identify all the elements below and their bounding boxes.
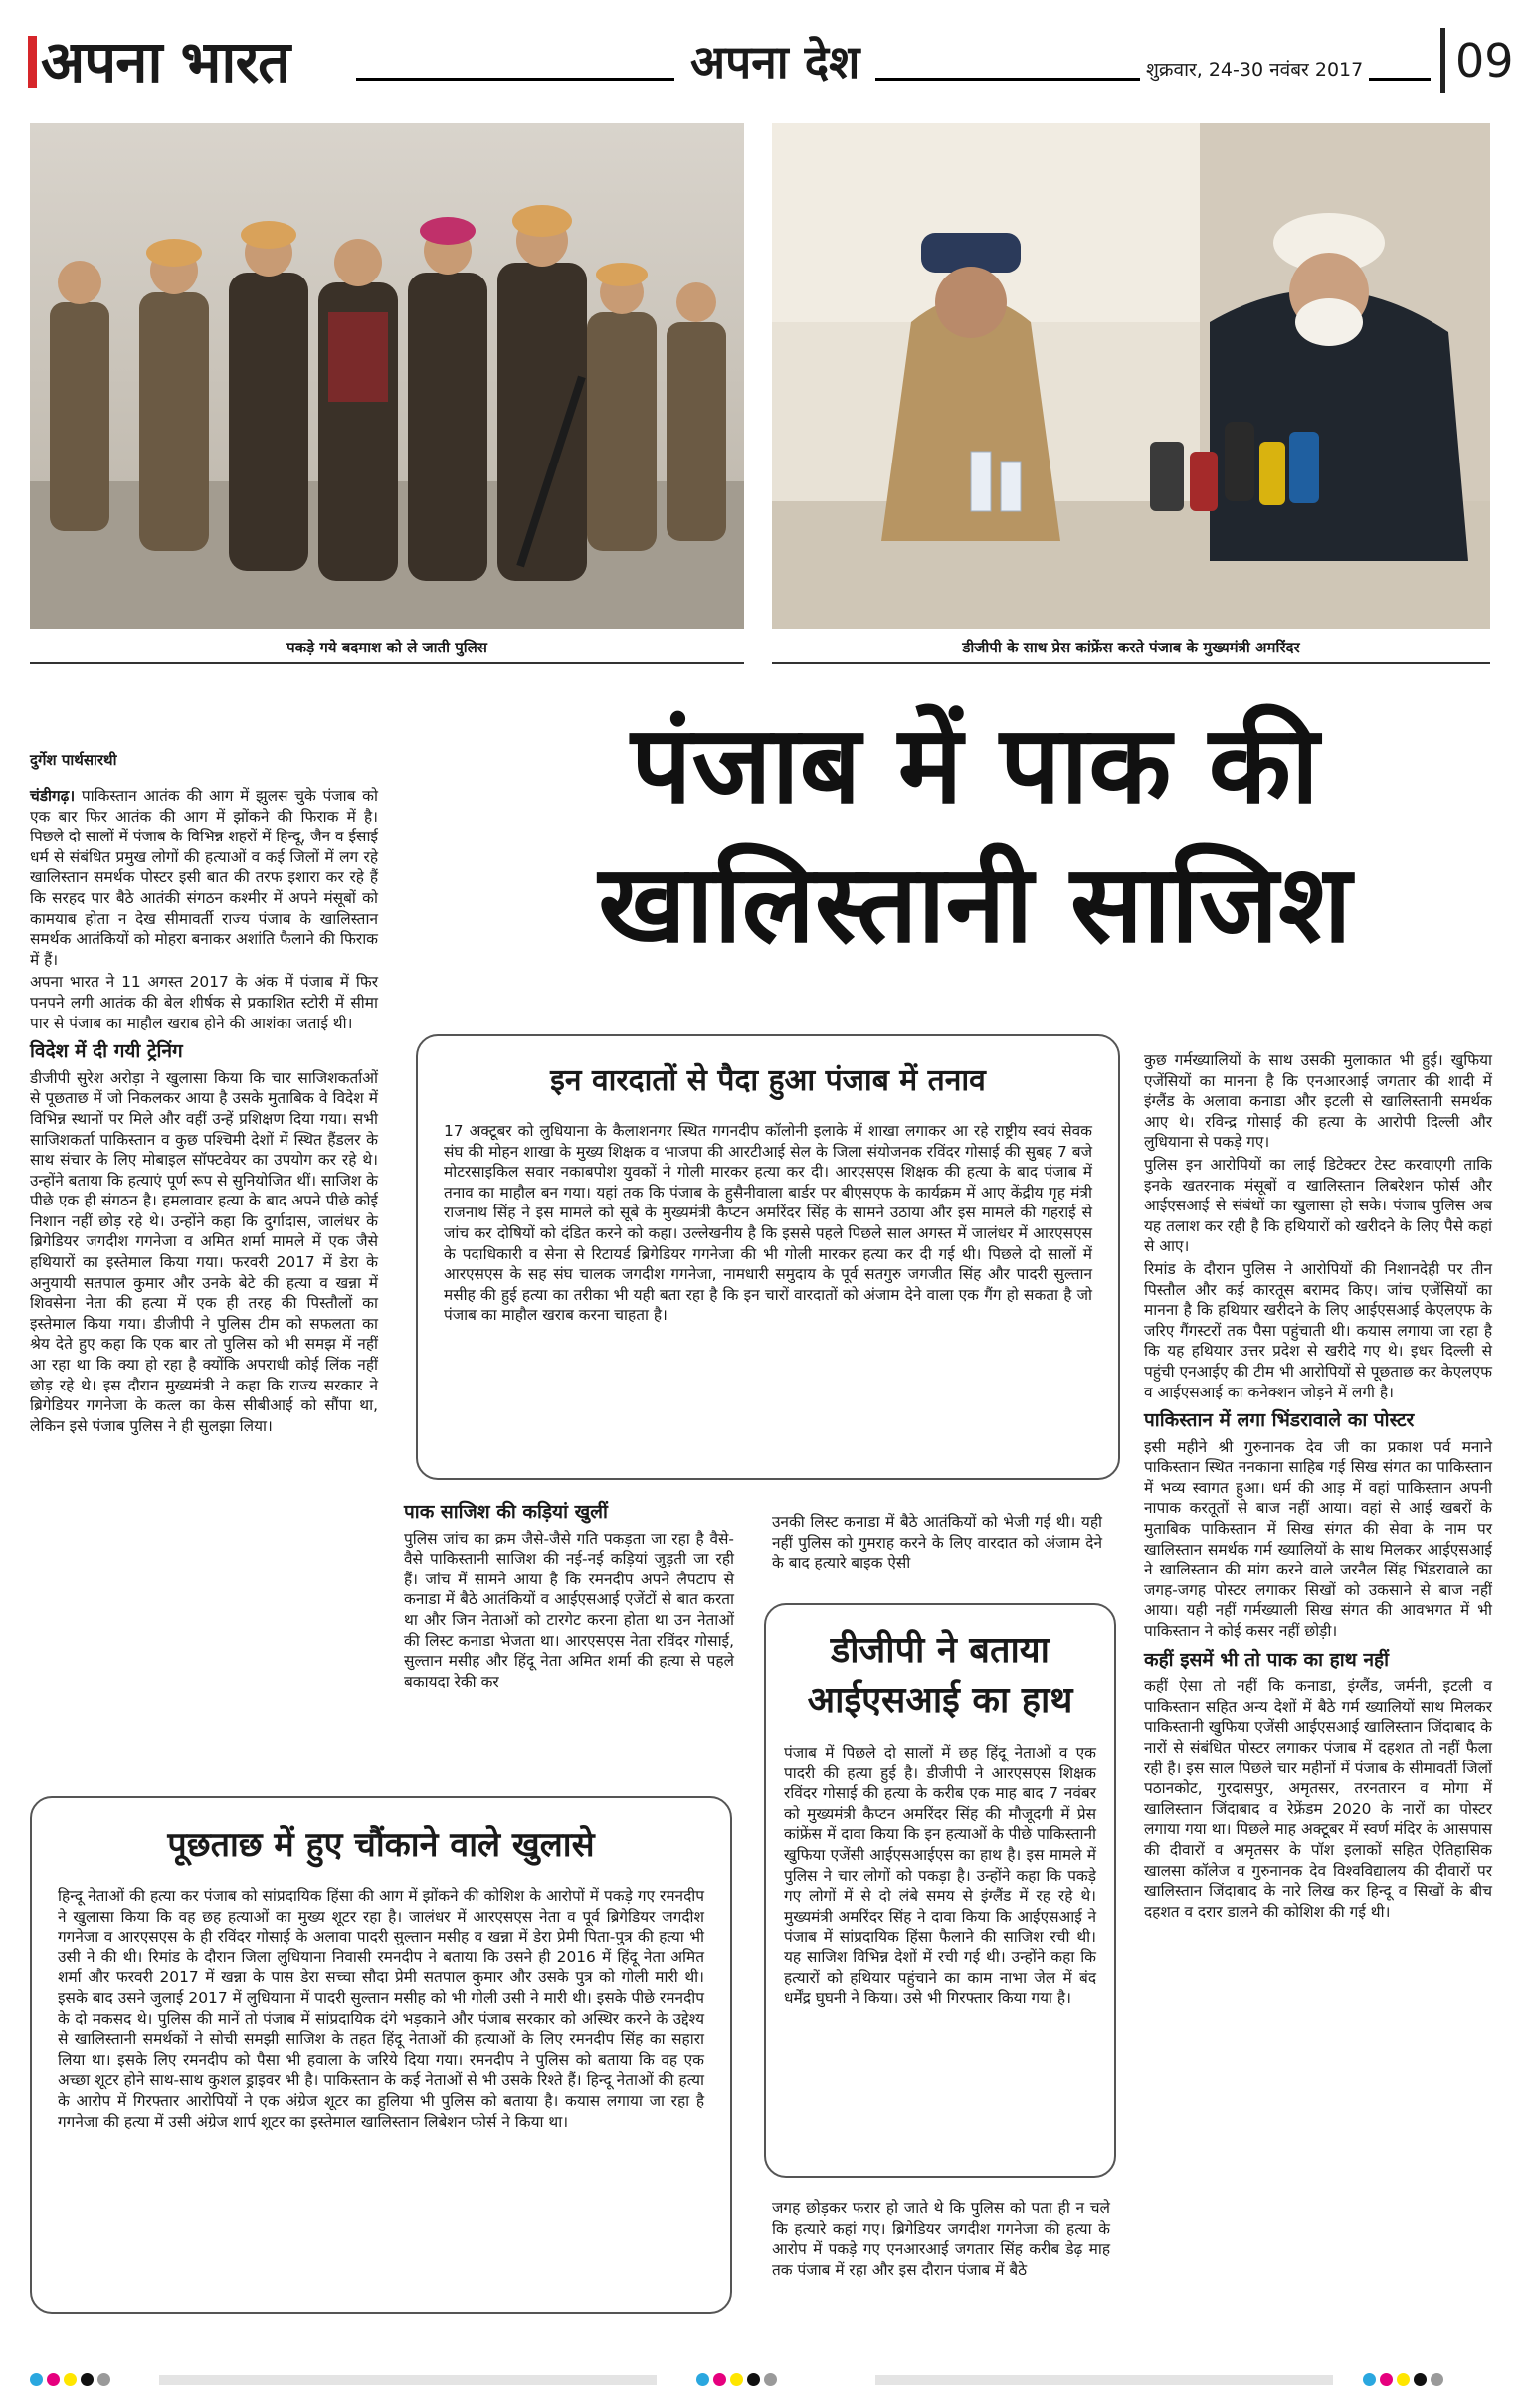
box-dgp-title-2: आईएसआई का हाथ (807, 1679, 1073, 1721)
box-revelations (30, 1796, 732, 2314)
paragraph: अपना भारत ने 11 अगस्त 2017 के अंक में पंजाब में फिर पनपने लगी आतंक की बेल शीर्षक से प्रकाशित स्टोरी में सीमा पार से पंजाब का माहौल खराब होने की आशंका जताई थी। (30, 973, 378, 1032)
registration-dot (696, 2373, 709, 2386)
box-dgp (764, 1603, 1116, 2178)
paragraph: पुलिस इन आरोपियों का लाई डिटेक्टर टेस्ट करवाएगी ताकि इनके खतरनाक मंसूबों व खालिस्तान लिबरेशन फोर्स और आईएसआई से संबंधों का खुलासा हो सके। पंजाब पुलिस अब यह तलाश कर रही है कि हथियारों को खरीदने के लिए पैसे कहां से आए। (1144, 1155, 1492, 1256)
subhead-pak-conspiracy: पाक साजिश की कड़ियां खुलीं (404, 1501, 608, 1523)
box-incidents-body: 17 अक्टूबर को लुधियाना के कैलाशनगर स्थित गगनदीप कॉलोनी इलाके में शाखा लगाकर आ रहे राष्ट्रीय स्वयं सेवक संघ की मोहन शाखा के मुख्य शिक्षक व भाजपा की आरटीआई सेल के जिला संयोजनक रविंदर गोसाई की सुबह 7 बजे मोटरसाइकिल सवार नकाबपोश युवकों ने गोली मारकर हत्या कर दी। आरएसएस शिक्षक की हत्या के बाद पंजाब में तनाव का माहौल बन गया। यहां तक कि पंजाब के हुसैनीवाला बार्डर पर बीएसएफ के कार्यक्रम में आए केंद्रीय गृह मंत्री राजनाथ सिंह ने इस मामले को सूबे के मुख्यमंत्री कैप्टन अमरिंदर सिंह के सामने उठाया और इस मामले की गहराई से जांच कर दोषियों को दंडित करने को कहा। उल्लेखनीय है कि इससे पहले पिछले साल अगस्त में जालंधर में आरएसएस के पदाधिकारी व सेना से रिटायर्ड ब्रिगेडियर गगनेजा की भी गोली मारकर हत्या कर दी गई थी। पिछले दो सालों में आरएसएस के सह संघ चालक जगदीश गगनेजा, नामधारी समुदाय के पूर्व सतगुरु जगजीत सिंह और पादरी सुल्तान मसीह की हुई हत्या का तरीका भी यही बता रहा है कि इन चारों वारदातों को अंजाम देने वाला एक गैंग हो सकता है जो पंजाब का माहौल खराब करना चाहता है। (444, 1122, 1092, 1325)
photo-press-conference (772, 123, 1490, 629)
brand-logo (28, 22, 289, 101)
column-mid-3 (772, 2198, 1110, 2282)
footer-bar-left (159, 2375, 657, 2385)
box-incidents (416, 1034, 1120, 1480)
column-left (30, 786, 378, 1438)
paragraph: चंडीगढ़। पाकिस्तान आतंक की आग में झुलस चुके पंजाब को एक बार फिर आतंक की आग में झोंकने की फिराक में है। पिछले दो सालों में पंजाब के विभिन्न शहरों में हिन्दू, जैन व ईसाई धर्म से संबंधित प्रमुख लोगों की हत्याओं व कई जिलों में लग रहे खालिस्तान समर्थक पोस्टर इसी बात की तरफ इशारा कर रहे हैं कि सरहद पार बैठे आतंकी संगठन कश्मीर में अपने मंसूबों को कामयाब होता न देख सीमावर्ती राज्य पंजाब के खालिस्तान समर्थक आतंकियों को मोहरा बनाकर अशांति फैलाने की फिराक में हैं। (30, 787, 378, 969)
subhead-training: विदेश में दी गयी ट्रेनिंग (30, 1040, 183, 1063)
registration-dot (1414, 2373, 1427, 2386)
masthead (28, 22, 1514, 101)
issue-date: शुक्रवार, 24-30 नवंबर 2017 (1140, 56, 1369, 82)
reg-marks-right (1363, 2373, 1443, 2387)
brand-accent-bar (28, 36, 37, 88)
subhead-bhindranwale-poster: पाकिस्तान में लगा भिंडरावाले का पोस्टर (1144, 1409, 1415, 1432)
registration-dot (81, 2373, 94, 2386)
paragraph: पुलिस जांच का क्रम जैसे-जैसे गति पकड़ता जा रहा है वैसे-वैसे पाकिस्तानी साजिश की नई-नई कड़ियां जुड़ती जा रही हैं। जांच में सामने आया है कि रमनदीप अपने लैपटाप से कनाडा में बैठे आतंकियों व आईएसआई एजेंटों से बात करता था और जिन नेताओं को टारगेट करना होता था उन नेताओं की लिस्ट कनाडा भेजता था। आरएसएस नेता रविंदर गोसाई, सुल्तान मसीह और हिंदू नेता अमित शर्मा की हत्या से पहले बकायदा रेकी कर (404, 1529, 734, 1691)
registration-dot (713, 2373, 726, 2386)
reg-marks-center (696, 2373, 777, 2387)
registration-dot (1397, 2373, 1410, 2386)
subhead-pak-hand: कहीं इसमें भी तो पाक का हाथ नहीं (1144, 1648, 1389, 1671)
column-mid-1 (404, 1502, 734, 1694)
box-incidents-title: इन वारदातों से पैदा हुआ पंजाब में तनाव (550, 1063, 986, 1098)
headline-line-2: खालिस्तानी साजिश (598, 842, 1352, 967)
registration-dot (747, 2373, 760, 2386)
column-right (1144, 1050, 1492, 1924)
registration-dot (47, 2373, 60, 2386)
main-headline (438, 696, 1512, 975)
registration-dot (64, 2373, 77, 2386)
box-revelations-body: हिन्दू नेताओं की हत्या कर पंजाब को सांप्रदायिक हिंसा की आग में झोंकने की कोशिश के आरोपों में पकड़े गए रमनदीप ने खुलासा किया कि वह छह हत्याओं का मुख्य शूटर रहा है। जालंधर में आरएसएस नेता व पूर्व ब्रिगेडियर जगदीश गगनेजा व आरएसएस के ही रविंदर गोसाई के अलावा पादरी सुल्तान मसीह व खन्ना में डेरा प्रेमी पिता-पुत्र की हत्या भी उसी ने की थी। रिमांड के दौरान जिला लुधियाना निवासी रमनदीप ने बताया कि उसने ही 2016 में हिंदू नेता अमित शर्मा और फरवरी 2017 में खन्ना के पास डेरा सच्चा सौदा प्रेमी सतपाल कुमार और उसके पुत्र को गोली मारी थी। इसके बाद उसने जुलाई 2017 में लुधियाना में पादरी सुल्तान मसीह को भी गोली उसी ने मारी थी। इसके पीछे रमनदीप के दो मकसद थे। पुलिस की मानें तो पंजाब में सांप्रदायिक दंगे भड़काने और पंजाब सरकार को अस्थिर करने के उद्देश्य से खालिस्तानी समर्थकों ने सोची समझी साजिश के तहत हिंदू नेताओं की हत्याओं के लिए रमनदीप सिंह का सहारा लिया था। इसके लिए रमनदीप को पैसा भी हवाला के जरिये दिया गया। रमनदीप ने पुलिस को बताया कि वह एक अच्छा शूटर होने साथ-साथ कुशल ड्राइवर भी है। पाकिस्तान के कई नेताओं से भी उसके रिश्ते हैं। हिन्दू नेताओं की हत्या के आरोप में गिरफ्तार आरोपियों ने एक अंग्रेज शूटर का हुलिया भी पुलिस को बताया है। कयास लगाया जा रहा है गगनेजा की हत्या में उसी अंग्रेज शार्प शूटर का इस्तेमाल खालिस्तान लिबेशन फोर्स ने किया था। (58, 1887, 704, 2130)
caption-rule-right (772, 662, 1490, 664)
paragraph: कुछ गर्मख्यालियों के साथ उसकी मुलाकात भी हुई। खुफिया एजेंसियों का मानना है कि एनआरआई जगतार की शादी में इंग्लैंड के अलावा कनाडा और इटली से खालिस्तानी समर्थक आए थे। रविन्द्र गोसाई की हत्या के आरोपी दिल्ली और लुधियाना से पकड़े गए। (1144, 1051, 1492, 1152)
registration-dot (730, 2373, 743, 2386)
section-title: अपना देश (674, 30, 875, 93)
registration-dot (30, 2373, 43, 2386)
byline: दुर्गेश पार्थसारथी (30, 751, 117, 769)
box-dgp-title-1: डीजीपी ने बताया (830, 1629, 1050, 1671)
paragraph: जगह छोड़कर फरार हो जाते थे कि पुलिस को पता ही न चले कि हत्यारे कहां गए। ब्रिगेडियर जगदीश गगनेजा की हत्या के आरोप में पकड़े गए एनआरआई जगतार सिंह करीब डेढ़ माह तक पंजाब में रहा और इस दौरान पंजाब में बैठे (772, 2199, 1110, 2279)
box-revelations-title: पूछताछ में हुए चौंकाने वाले खुलासे (167, 1825, 595, 1865)
dateline: चंडीगढ़। (30, 787, 76, 805)
photo-caption-left: पकड़े गये बदमाश को ले जाती पुलिस (286, 639, 487, 656)
paragraph: डीजीपी सुरेश अरोड़ा ने खुलासा किया कि चार साजिशकर्ताओं से पूछताछ में जो निकलकर आया है उसके मुताबिक वे विदेश में विभिन्न स्थानों पर मिले और वहीं उन्हें प्रशिक्षण दिया गया। सभी साजिशकर्ता पाकिस्तान व कुछ पश्चिमी देशों में स्थित हैंडलर के साथ संचार के लिए मोबाइल सॉफ्टवेयर का उपयोग कर रहे थे। उन्होंने बताया कि हत्याएं पूर्ण रूप से सुनियोजित थीं। साजिश के पीछे एक ही संगठन है। हमलावार हत्या के बाद अपने पीछे कोई निशान नहीं छोड़ रहे थे। उन्होंने कहा कि दुर्गादास, जालंधर के ब्रिगेडियर जगदीश गगनेजा व अमित शर्मा मामले में एक जैसे हथियारों का इस्तेमाल किया गया। फरवरी 2017 में डेरा के अनुयायी सतपाल कुमार और उनके बेटे की हत्या व खन्ना में शिवसेना नेता की हत्या में एक ही तरह की पिस्तौलों का इस्तेमाल किया गया। डीजीपी ने पुलिस टीम को सफलता का श्रेय देते हुए कहा कि एक बार तो पुलिस को भी समझ में नहीं आ रहा था कि क्या हो रहा है क्योंकि अपराधी कोई लिंक नहीं छोड़ रहे थे। इस दौरान मुख्यमंत्री ने कहा कि राज्य सरकार ने ब्रिगेडियर गगनेजा के कत्ल का केस सीबीआई को सौंपा था, लेकिन इसे पंजाब पुलिस ने ही सुलझा लिया। (30, 1068, 378, 1435)
headline-line-1: पंजाब में पाक की (631, 703, 1319, 828)
paragraph: रिमांड के दौरान पुलिस ने आरोपियों की निशानदेही पर तीन पिस्तौल और कई कारतूस बरामद किए। जांच एजेंसियों का मानना है कि हथियार खरीदने के लिए आईएसआई केएलएफ के जरिए गैंगस्टरों तक पैसा पहुंचाती थी। कयास लगाया जा रहा है कि यह हथियार उत्तर प्रदेश से खरीदे गए थे। इधर दिल्ली से पहुंची एनआईए की टीम भी आरोपियों से पूछताछ कर केएलएफ व आईएसआई का कनेक्शन जोड़ने में लगी है। (1144, 1259, 1492, 1401)
registration-dot (764, 2373, 777, 2386)
registration-dot (97, 2373, 110, 2386)
registration-dot (1380, 2373, 1393, 2386)
brand-name: अपना भारत (41, 28, 290, 95)
paragraph: कहीं ऐसा तो नहीं कि कनाडा, इंग्लैंड, जर्मनी, इटली व पाकिस्तान सहित अन्य देशों में बैठे गर्म ख्यालियों साथ मिलकर पाकिस्तानी खुफिया एजेंसी आईएसआई खालिस्तान जिंदाबाद के नारों से संबंधित पोस्टर लगाकर पंजाब में दहशत तो नहीं फैला रही है। इस साल पिछले चार महीनों में पंजाब के सीमावर्ती जिलों पठानकोट, गुरदासपुर, अमृतसर, तरनतारन व मोगा में खालिस्तान जिंदाबाद व रेफ्रेंडम 2020 के नारों का पोस्टर लगाया गया था। पिछले माह अक्टूबर में स्वर्ण मंदिर के आसपास की दीवारों व अमृतसर के पॉश इलाकों सहित ऐतिहासिक खालसा कॉलेज व गुरुनानक देव विश्वविद्यालय की दीवारों पर खालिस्तान जिंदाबाद के नारे लिख कर हिन्दू व सिखों के बीच दहशत व दरार डालने की कोशिश की गई थी। (1144, 1677, 1492, 1921)
caption-rule-left (30, 662, 744, 664)
registration-dot (1431, 2373, 1443, 2386)
box-dgp-body: पंजाब में पिछले दो सालों में छह हिंदू नेताओं व एक पादरी की हत्या हुई है। डीजीपी ने आरएसएस शिक्षक रविंदर गोसाई की हत्या के करीब एक माह बाद 7 नवंबर को मुख्यमंत्री कैप्टन अमरिंदर सिंह की मौजूदगी में प्रेस कांफ्रेंस में दावा किया कि इन हत्याओं के पीछे पाकिस्तानी खुफिया एजेंसी आईएसआईएस का हाथ है। इस मामले में पुलिस ने चार लोगों को पकड़ा है। उन्होंने कहा कि पकड़े गए लोगों में से दो लंबे समय से इंग्लैंड में रह रहे थे। मुख्यमंत्री अमरिंदर सिंह ने दावा किया कि आईएसआई ने पंजाब में सांप्रदायिक हिंसा फैलाने की साजिश रची थी। यह साजिश विभिन्न देशों में रची गई थी। उन्होंने कहा कि हत्यारों को हथियार पहुंचाने का काम नाभा जेल में बंद धर्मेंद्र घुघनी ने किया। उसे भी गिरफ्तार किया गया है। (784, 1744, 1096, 2008)
paragraph: इसी महीने श्री गुरुनानक देव जी का प्रकाश पर्व मनाने पाकिस्तान स्थित ननकाना साहिब गई सिख संगत का पाकिस्तान में भव्य स्वागत हुआ। धर्म की आड़ में वहां पाकिस्तान अपनी नापाक करतूतों से बाज नहीं आया। वहां से आई खबरों के मुताबिक पाकिस्तान में सिख संगत की सेवा के नाम पर खालिस्तान समर्थक गर्म ख्यालियों के साथ मिलकर आईएसआई ने खालिस्तान की मांग करने वाले जरनैल सिंह भिंडरावाले का जगह-जगह पोस्टर लगाकर सिखों को उकसाने से बाज नहीं आया। यही नहीं गर्मख्याली सिख संगत की आवभगत में भी पाकिस्तान ने कोई कसर नहीं छोड़ी। (1144, 1437, 1492, 1641)
reg-marks-left (30, 2373, 110, 2387)
page-number: 09 (1440, 28, 1504, 93)
photo-police-escort (30, 123, 744, 629)
registration-dot (1363, 2373, 1376, 2386)
column-mid-2 (772, 1512, 1102, 1575)
paragraph: उनकी लिस्ट कनाडा में बैठे आतंकियों को भेजी गई थी। यही नहीं पुलिस को गुमराह करने के लिए वारदात को अंजाम देने के बाद हत्यारे बाइक ऐसी (772, 1513, 1102, 1573)
footer-bar-right (875, 2375, 1333, 2385)
photo-caption-right: डीजीपी के साथ प्रेस कांफ्रेंस करते पंजाब के मुख्यमंत्री अमरिंदर (962, 639, 1300, 656)
